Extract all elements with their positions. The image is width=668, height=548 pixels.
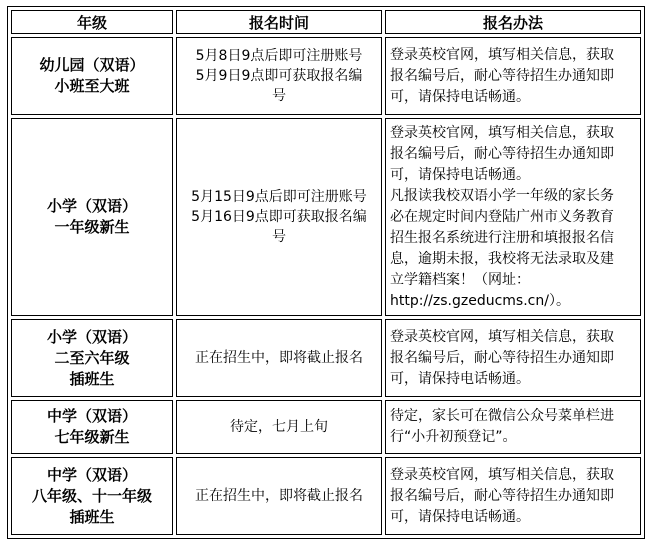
method-line: 报名编号后，耐心等待招生办通知即 — [390, 349, 614, 366]
method-line: 息，逾期未报，我校将无法录取及建 — [390, 250, 614, 267]
method-cell — [385, 319, 641, 397]
time-line: 号 — [272, 229, 286, 245]
grade-line: 中学（双语） — [46, 407, 137, 425]
time-line: 正在招生中，即将截止报名 — [195, 488, 363, 504]
time-line: 5月15日9点后即可注册账号 — [191, 189, 367, 205]
method-line: 登录英校官网，填写相关信息，获取 — [390, 124, 614, 141]
grade-line: 插班生 — [69, 369, 115, 388]
grade-cell — [11, 319, 173, 397]
time-cell — [176, 118, 382, 316]
method-line: 可，请保持电话畅通。 — [390, 88, 530, 105]
method-cell — [385, 457, 641, 535]
grade-line: 中学（双语） — [46, 465, 137, 484]
time-line: 号 — [272, 88, 286, 104]
time-line: 正在招生中，即将截止报名 — [195, 350, 363, 366]
method-link[interactable]: http://zs.gzeducms.cn/）。 — [390, 292, 570, 309]
time-cell — [176, 457, 382, 535]
time-cell — [176, 37, 382, 115]
method-line: 登录英校官网，填写相关信息，获取 — [390, 328, 614, 345]
method-line: 待定，家长可在微信公众号菜单栏进 — [390, 408, 614, 424]
time-line: 5月16日9点即可获取报名编 — [191, 209, 367, 225]
grade-cell — [11, 37, 173, 115]
method-line: 报名编号后，耐心等待招生办通知即 — [390, 67, 614, 84]
method-line: 可，请保持电话畅通。 — [390, 166, 530, 183]
method-line: 可，请保持电话畅通。 — [390, 370, 530, 387]
enrollment-table — [7, 6, 645, 539]
method-line: 招生报名系统进行注册和填报报名信 — [390, 229, 614, 246]
table-row — [11, 37, 641, 115]
time-line: 待定，七月上旬 — [230, 419, 328, 435]
grade-cell — [11, 400, 173, 454]
method-line: 报名编号后，耐心等待招生办通知即 — [390, 487, 614, 504]
time-line: 5月8日9点后即可注册账号 — [195, 48, 363, 64]
method-cell — [385, 118, 641, 316]
method-line: 可，请保持电话畅通。 — [390, 508, 530, 525]
table-row — [11, 319, 641, 397]
method-line: 行“小升初预登记”。 — [390, 429, 517, 445]
grade-cell — [11, 457, 173, 535]
grade-line: 幼儿园（双语） — [39, 56, 145, 74]
grade-line: 插班生 — [69, 507, 115, 526]
method-line: 报名编号后，耐心等待招生办通知即 — [390, 145, 614, 162]
grade-line: 小班至大班 — [54, 77, 130, 95]
time-cell — [176, 400, 382, 454]
time-cell — [176, 319, 382, 397]
grade-line: 一年级新生 — [54, 218, 130, 236]
header-grade: 年级 — [11, 10, 173, 34]
method-line: 登录英校官网，填写相关信息，获取 — [390, 466, 614, 483]
header-time: 报名时间 — [176, 10, 382, 34]
method-line: 登录英校官网，填写相关信息，获取 — [390, 46, 614, 63]
header-method: 报名办法 — [385, 10, 641, 34]
method-cell — [385, 37, 641, 115]
header-row — [11, 10, 641, 34]
grade-line: 七年级新生 — [54, 428, 130, 446]
time-line: 5月9日9点即可获取报名编 — [195, 68, 363, 84]
grade-line: 小学（双语） — [46, 197, 137, 215]
grade-line: 小学（双语） — [46, 327, 137, 346]
grade-line: 八年级、十一年级 — [31, 486, 152, 505]
table-row — [11, 118, 641, 316]
method-line: 凡报读我校双语小学一年级的家长务 — [390, 187, 614, 204]
table-row — [11, 457, 641, 535]
method-cell — [385, 400, 641, 454]
table-row — [11, 400, 641, 454]
method-line: 立学籍档案！（网址： — [390, 271, 530, 288]
grade-cell — [11, 118, 173, 316]
grade-line: 二至六年级 — [54, 348, 130, 367]
method-line: 必在规定时间内登陆广州市义务教育 — [390, 208, 614, 225]
